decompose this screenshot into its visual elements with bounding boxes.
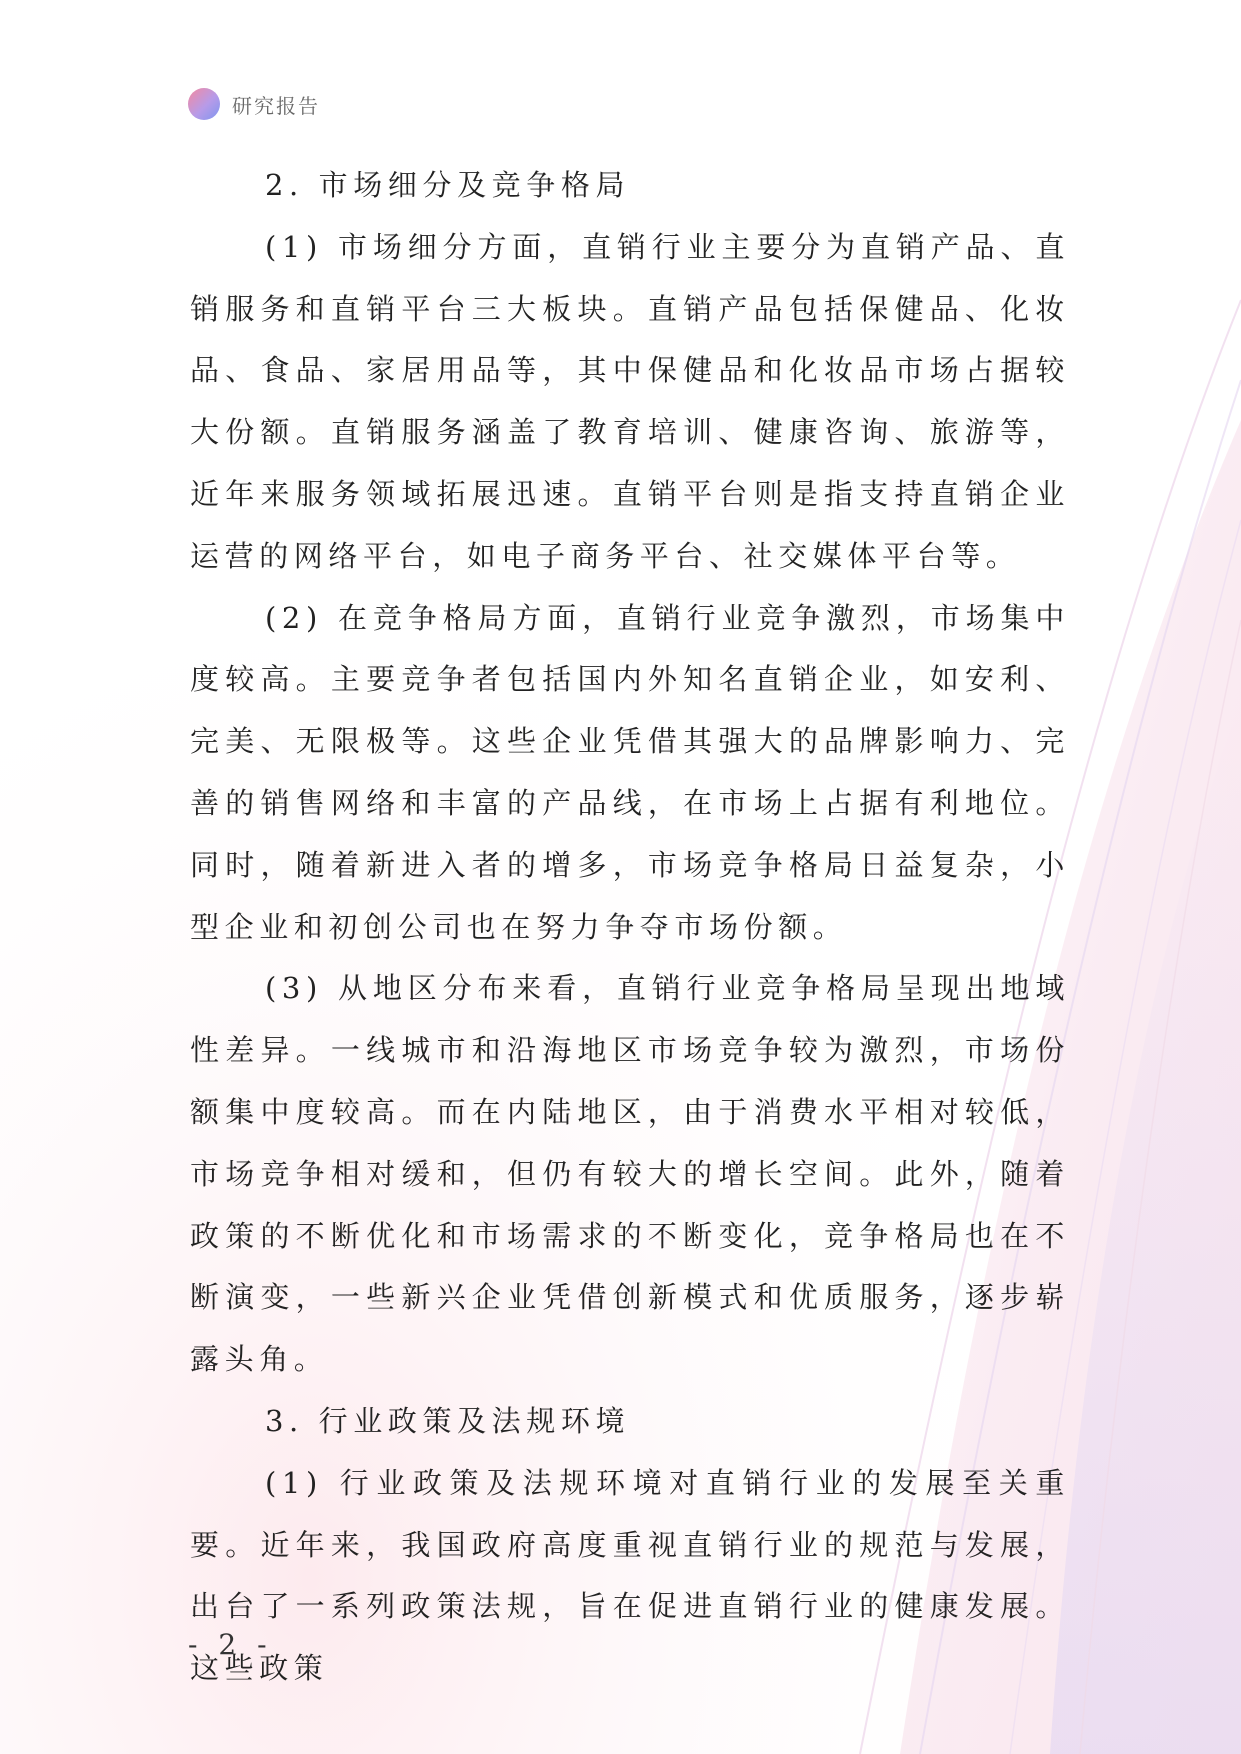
section-heading: 2. 市场细分及竞争格局 — [265, 168, 631, 202]
header-label: 研究报告 — [232, 93, 320, 118]
section-heading: 3. 行业政策及法规环境 — [265, 1403, 631, 1438]
paragraph: (2) 在竞争格局方面，直销行业竞争激烈，市场集中度较高。主要竞争者包括国内外知名直销企业，如安利、完美、无限极等。这些企业凭借其强大的品牌影响力、完善的销售网络和丰富的产品线，在市场上占据有利地位。同时，随着新进入者的增多，市场竞争格局日益复杂，小型企业和初创公司也在努力争夺市场份额。 — [190, 600, 1070, 944]
paragraph: (1) 市场细分方面，直销行业主要分为直销产品、直销服务和直销平台三大板块。直销产品包括保健品、化妆品、食品、家居用品等，其中保健品和化妆品市场占据较大份额。直销服务涵盖了教育培训、健康咨询、旅游等，近年来服务领域拓展迅速。直销平台则是指支持直销企业运营的网络平台，如电子商务平台、社交媒体平台等。 — [190, 229, 1070, 573]
logo-icon — [188, 88, 220, 120]
paragraph: (3) 从地区分布来看，直销行业竞争格局呈现出地域性差异。一线城市和沿海地区市场竞争较为激烈，市场份额集中度较高。而在内陆地区，由于消费水平相对较低，市场竞争相对缓和，但仍有较大的增长空间。此外，随着政策的不断优化和市场需求的不断变化，竞争格局也在不断演变，一些新兴企业凭借创新模式和优质服务，逐步崭露头角。 — [190, 971, 1070, 1377]
paragraph: (1) 行业政策及法规环境对直销行业的发展至关重要。近年来，我国政府高度重视直销行业的规范与发展，出台了一系列政策法规，旨在促进直销行业的健康发展。这些政策 — [190, 1465, 1070, 1686]
document-body — [190, 155, 1070, 1700]
page-header — [188, 88, 320, 120]
page-number: - 2 - — [188, 1628, 273, 1661]
